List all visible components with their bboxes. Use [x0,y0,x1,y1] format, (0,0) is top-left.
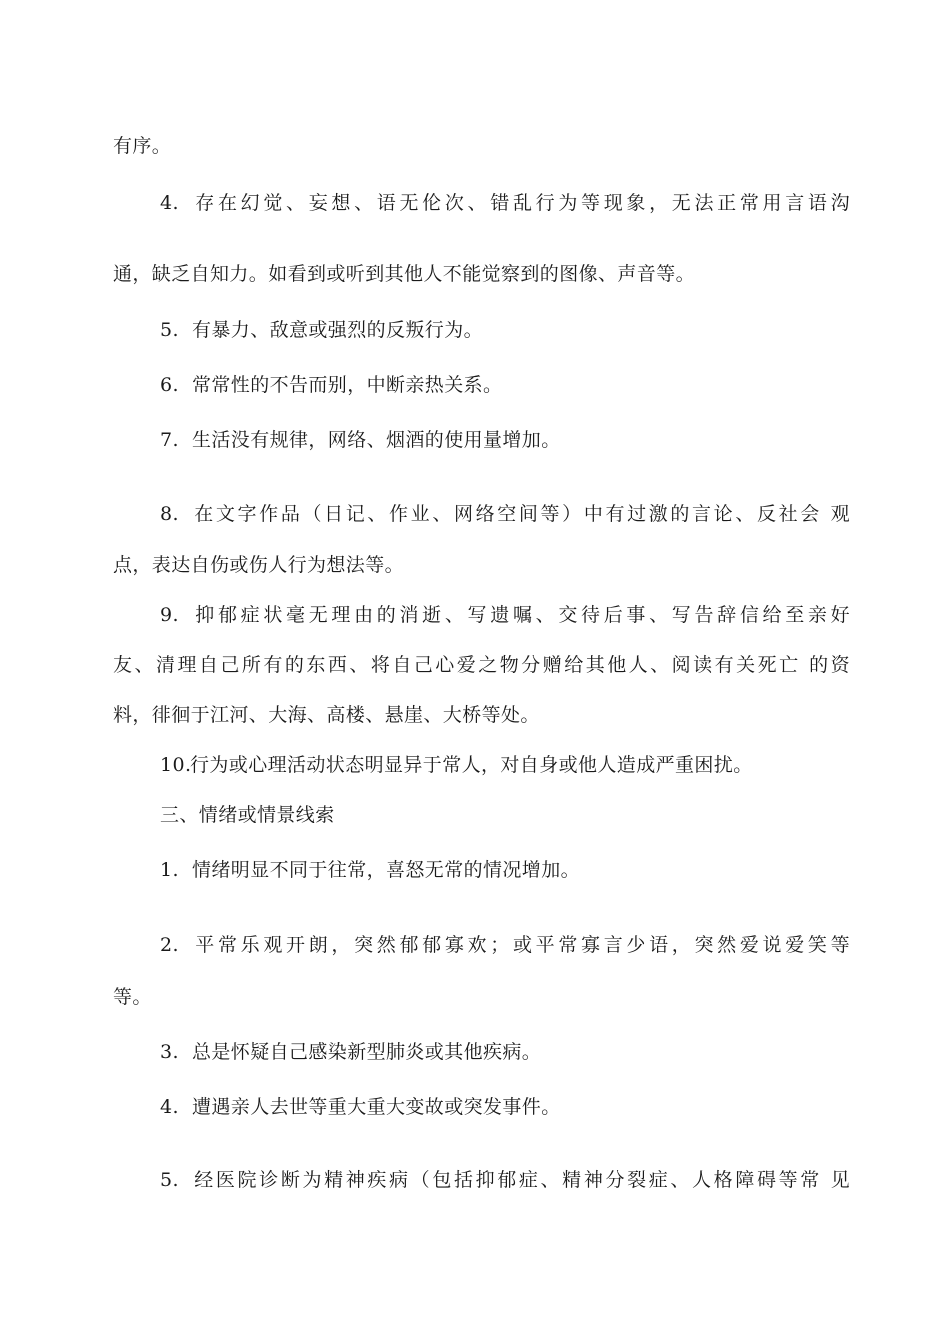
text: 通，缺乏自知力。如看到或听到其他人不能觉察到的图像、声音等。 [113,263,696,285]
item-text: 总是怀疑自己感染新型肺炎或其他疾病。 [192,1041,542,1063]
item-number: 5. [160,1169,179,1191]
list-item-10 [160,753,850,777]
text: 点，表达自伤或伤人行为想法等。 [113,554,405,576]
paragraph-line [113,134,850,158]
list-item-1 [160,858,850,882]
text: 有序。 [113,135,172,157]
list-item-6 [160,373,850,397]
list-item-3 [160,1040,850,1064]
item-number: 8. [160,503,179,525]
paragraph-line [113,553,850,577]
text: 料，徘徊于江河、大海、高楼、悬崖、大桥等处。 [113,704,540,726]
list-item-2 [160,933,850,957]
text: 等。 [113,986,152,1008]
item-number: 4. [160,192,179,214]
paragraph-line [113,262,850,286]
item-number: 9. [160,604,179,626]
list-item-4 [160,191,850,215]
item-number: 6. [160,374,179,396]
item-text: 行为或心理活动状态明显异于常人，对自身或他人造成严重困扰。 [190,754,753,776]
item-text: 抑郁症状毫无理由的消逝、写遗嘱、交待后事、写告辞信给至亲好 [192,604,850,626]
paragraph-line [113,653,850,677]
item-number: 1. [160,859,179,881]
item-text: 遭遇亲人去世等重大重大变故或突发事件。 [192,1096,561,1118]
item-number: 2. [160,934,179,956]
item-text: 有暴力、敌意或强烈的反叛行为。 [192,319,484,341]
paragraph-line [113,985,850,1009]
list-item-5b [160,1168,850,1192]
item-number: 4. [160,1096,179,1118]
heading-text: 三、情绪或情景线索 [160,804,335,826]
item-text: 情绪明显不同于往常，喜怒无常的情况增加。 [192,859,581,881]
list-item-5 [160,318,850,342]
section-heading [160,803,850,827]
list-item-7 [160,428,850,452]
item-text: 存在幻觉、妄想、语无伦次、错乱行为等现象，无法正常用言语沟 [192,192,850,214]
item-text: 经医院诊断为精神疾病（包括抑郁症、精神分裂症、人格障碍等常 见 [192,1169,850,1191]
paragraph-line [113,703,850,727]
list-item-4b [160,1095,850,1119]
item-text: 在文字作品（日记、作业、网络空间等）中有过激的言论、反社会 观 [192,503,850,525]
item-text: 常常性的不告而别，中断亲热关系。 [192,374,503,396]
text: 友、清理自己所有的东西、将自己心爱之物分赠给其他人、阅读有关死亡 的资 [113,654,850,676]
item-number: 10. [160,754,192,776]
item-text: 平常乐观开朗，突然郁郁寡欢；或平常寡言少语，突然爱说爱笑等 [192,934,850,956]
item-number: 3. [160,1041,179,1063]
item-text: 生活没有规律，网络、烟酒的使用量增加。 [192,429,561,451]
item-number: 5. [160,319,179,341]
item-number: 7. [160,429,179,451]
list-item-8 [160,502,850,526]
list-item-9 [160,603,850,627]
